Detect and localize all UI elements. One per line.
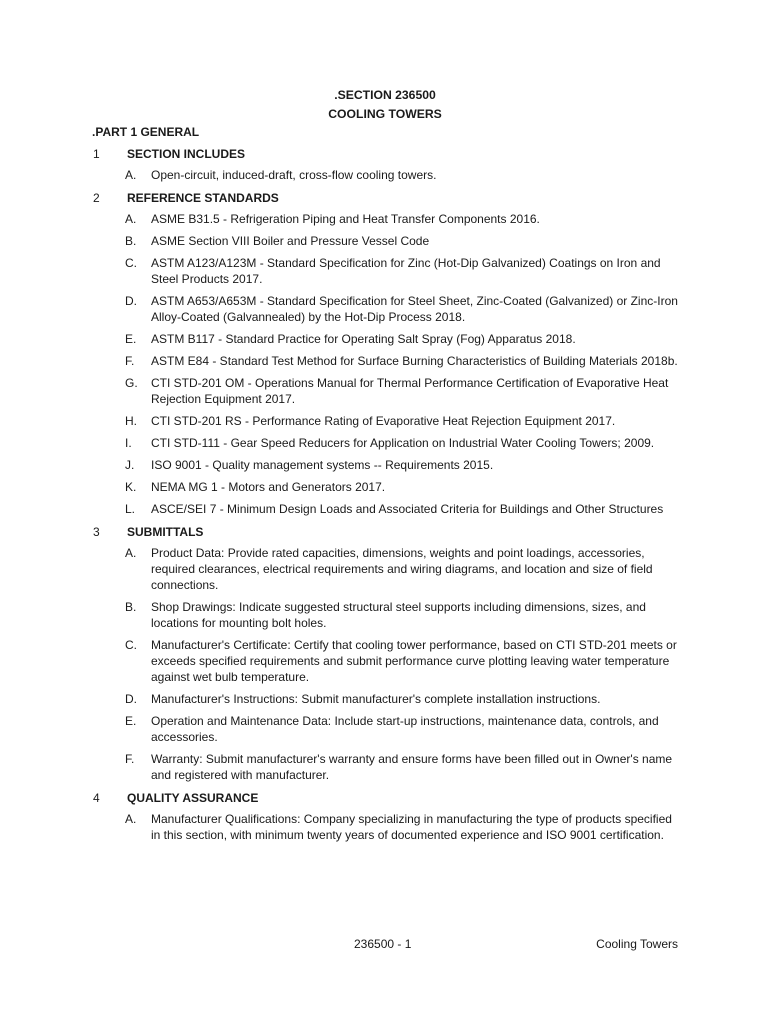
- item-text: Operation and Maintenance Data: Include start-up instructions, maintenance data, controls, and accessories.: [151, 714, 659, 744]
- article-title: QUALITY ASSURANCE: [127, 791, 259, 805]
- item-letter: H.: [125, 414, 137, 428]
- article-number: 2: [93, 191, 100, 205]
- item-letter: K.: [125, 480, 137, 494]
- article-number: 4: [93, 791, 100, 805]
- item-letter: A.: [125, 212, 137, 226]
- article-item-list: [92, 211, 682, 517]
- list-item: [92, 293, 682, 325]
- list-item: [92, 375, 682, 407]
- article-item-list: [92, 545, 682, 783]
- article-heading: [92, 523, 682, 545]
- list-item: [92, 713, 682, 745]
- item-letter: C.: [125, 256, 137, 270]
- item-letter: J.: [125, 458, 135, 472]
- list-item: [92, 353, 682, 369]
- item-text: ASME Section VIII Boiler and Pressure Vessel Code: [151, 234, 430, 248]
- item-letter: B.: [125, 234, 137, 248]
- item-letter: F.: [125, 354, 135, 368]
- item-text: Manufacturer's Certificate: Certify that cooling tower performance, based on CTI STD-201 meets or exceeds specified requirements and submit performance curve plotting leaving water temperature against wet bulb temperature.: [151, 638, 677, 684]
- list-item: [92, 211, 682, 227]
- part-heading: .PART 1 GENERAL: [92, 125, 200, 139]
- article-heading: [92, 189, 682, 211]
- item-letter: I.: [125, 436, 132, 450]
- article-number: 1: [93, 147, 100, 161]
- item-text: ASTM B117 - Standard Practice for Operating Salt Spray (Fog) Apparatus 2018.: [151, 332, 576, 346]
- item-text: CTI STD-111 - Gear Speed Reducers for Application on Industrial Water Cooling Towers; 2009.: [151, 436, 655, 450]
- article-number: 3: [93, 525, 100, 539]
- section-title: COOLING TOWERS: [328, 107, 442, 121]
- item-letter: L.: [125, 502, 136, 516]
- footer-page-number: 236500 - 1: [354, 937, 412, 951]
- item-text: Open-circuit, induced-draft, cross-flow cooling towers.: [151, 168, 437, 182]
- item-text: ASTM E84 - Standard Test Method for Surface Burning Characteristics of Building Materials 2018b.: [151, 354, 678, 368]
- item-text: ASTM A653/A653M - Standard Specification for Steel Sheet, Zinc-Coated (Galvanized) or Zinc-Iron Alloy-Coated (Galvannealed) by the Hot-Dip Process 2018.: [151, 294, 678, 324]
- list-item: [92, 637, 682, 685]
- spec-content: [92, 123, 682, 849]
- article-title: SECTION INCLUDES: [127, 147, 246, 161]
- item-letter: C.: [125, 638, 137, 652]
- item-text: Shop Drawings: Indicate suggested structural steel supports including dimensions, sizes, and locations for mounting bolt holes.: [151, 600, 646, 630]
- page-footer: [0, 936, 770, 952]
- section-number: .SECTION 236500: [334, 88, 436, 102]
- list-item: [92, 479, 682, 495]
- item-text: ASTM A123/A123M - Standard Specification for Zinc (Hot-Dip Galvanized) Coatings on Iron and Steel Products 2017.: [151, 256, 661, 286]
- section-heading: [0, 86, 770, 124]
- list-item: [92, 599, 682, 631]
- article-item-list: [92, 167, 682, 183]
- article-list: [92, 145, 682, 843]
- list-item: [92, 545, 682, 593]
- item-text: ASME B31.5 - Refrigeration Piping and Heat Transfer Components 2016.: [151, 212, 540, 226]
- item-letter: D.: [125, 692, 137, 706]
- article-title: SUBMITTALS: [127, 525, 204, 539]
- item-text: NEMA MG 1 - Motors and Generators 2017.: [151, 480, 386, 494]
- list-item: [92, 331, 682, 347]
- item-text: CTI STD-201 OM - Operations Manual for Thermal Performance Certification of Evaporative Heat Rejection Equipment 2017.: [151, 376, 669, 406]
- footer-doc-title: Cooling Towers: [596, 937, 678, 951]
- list-item: [92, 435, 682, 451]
- item-text: Manufacturer's Instructions: Submit manufacturer's complete installation instructions.: [151, 692, 601, 706]
- item-letter: E.: [125, 714, 137, 728]
- list-item: [92, 457, 682, 473]
- article-heading: [92, 789, 682, 811]
- item-text: Manufacturer Qualifications: Company specializing in manufacturing the type of products specified in this section, with minimum twenty years of documented experience and ISO 9001 certification.: [151, 812, 672, 842]
- article-title: REFERENCE STANDARDS: [127, 191, 279, 205]
- item-letter: A.: [125, 168, 137, 182]
- list-item: [92, 233, 682, 249]
- item-letter: A.: [125, 546, 137, 560]
- item-text: CTI STD-201 RS - Performance Rating of Evaporative Heat Rejection Equipment 2017.: [151, 414, 616, 428]
- list-item: [92, 501, 682, 517]
- list-item: [92, 255, 682, 287]
- item-text: Warranty: Submit manufacturer's warranty and ensure forms have been filled out in Owner's name and registered with manufacturer.: [151, 752, 673, 782]
- list-item: [92, 413, 682, 429]
- article-item-list: [92, 811, 682, 843]
- item-letter: A.: [125, 812, 137, 826]
- article-heading: [92, 145, 682, 167]
- list-item: [92, 751, 682, 783]
- item-text: ISO 9001 - Quality management systems -- Requirements 2015.: [151, 458, 494, 472]
- item-letter: F.: [125, 752, 135, 766]
- item-text: Product Data: Provide rated capacities, dimensions, weights and point loadings, accessories, required clearances, electrical requirements and wiring diagrams, and location and size of field connections.: [151, 546, 653, 592]
- list-item: [92, 167, 682, 183]
- item-letter: E.: [125, 332, 137, 346]
- list-item: [92, 811, 682, 843]
- list-item: [92, 691, 682, 707]
- item-letter: G.: [125, 376, 138, 390]
- item-letter: D.: [125, 294, 137, 308]
- item-letter: B.: [125, 600, 137, 614]
- item-text: ASCE/SEI 7 - Minimum Design Loads and Associated Criteria for Buildings and Other Structures: [151, 502, 664, 516]
